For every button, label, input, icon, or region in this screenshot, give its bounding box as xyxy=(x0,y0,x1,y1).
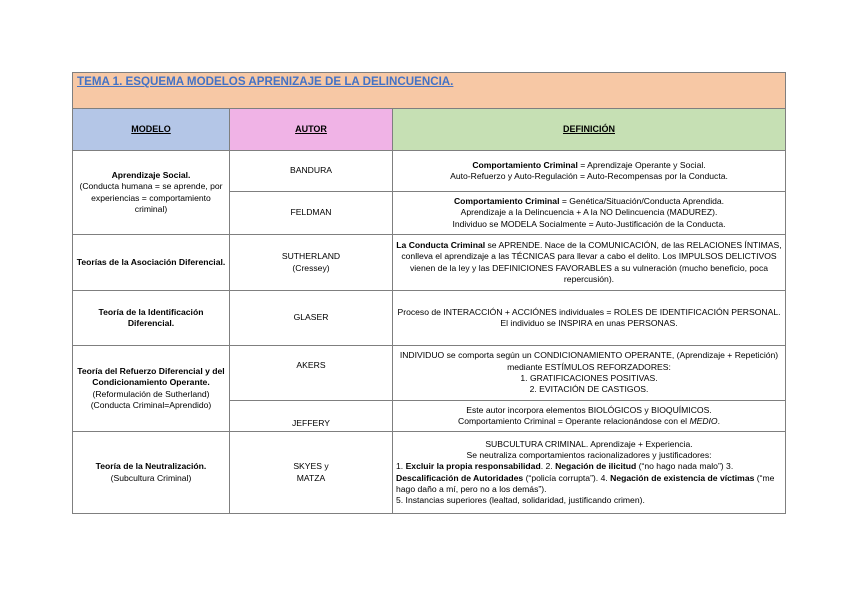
table-row xyxy=(73,346,786,401)
def-text: = Aprendizaje Operante y Social. xyxy=(577,159,706,170)
modelo-cell-identificacion xyxy=(73,291,230,346)
modelo-name: Teoría del Refuerzo Diferencial y del Condicionamiento Operante. xyxy=(77,365,225,388)
autor-name: MATZA xyxy=(296,472,326,483)
table-row xyxy=(73,151,786,192)
autor-name: SKYES y xyxy=(293,461,329,472)
title-cell xyxy=(73,73,786,109)
def-text: . 2. xyxy=(540,461,556,472)
definicion-cell xyxy=(393,291,786,346)
def-bold: Comportamiento Criminal xyxy=(472,159,578,170)
title-row xyxy=(73,73,786,109)
def-bold: Descalificación de Autoridades xyxy=(396,472,524,483)
modelo-name: Aprendizaje Social. xyxy=(111,169,191,180)
def-text: SUBCULTURA CRIMINAL. Aprendizaje + Experiencia. xyxy=(485,438,693,449)
definicion-cell xyxy=(393,346,786,401)
def-text: Este autor incorpora elementos BIOLÓGICOS y BIOQUÍMICOS. xyxy=(466,404,712,415)
def-text: INDIVIDUO se comporta según un CONDICIONAMIENTO OPERANTE, (Aprendizaje + Repetición) mediante ESTÍMULOS REFORZADORES: xyxy=(399,350,779,372)
modelo-cell-refuerzo xyxy=(73,346,230,432)
def-text: (“policía corrupta”). 4. xyxy=(523,472,611,483)
autor-cell xyxy=(230,346,393,401)
autor-name: FELDMAN xyxy=(290,207,332,218)
autor-cell xyxy=(230,401,393,432)
autor-name: JEFFERY xyxy=(291,417,331,428)
def-bold: Comportamiento Criminal xyxy=(453,196,560,207)
autor-name: AKERS xyxy=(296,360,326,370)
def-bold: Negación de existencia de víctimas xyxy=(610,472,755,483)
definicion-cell xyxy=(393,401,786,432)
modelo-desc: (Reformulación de Sutherland) xyxy=(92,388,210,399)
definicion-cell xyxy=(393,235,786,291)
definicion-cell xyxy=(393,151,786,192)
modelo-name: Teoría de la Neutralización. xyxy=(95,461,207,472)
def-italic: MEDIO xyxy=(689,416,718,426)
header-row xyxy=(73,109,786,151)
def-text: se APRENDE. Nace de la COMUNICACIÓN, de las RELACIONES ÍNTIMAS, conlleva el aprendizaje a las TÉCNICAS para llevar a cabo el delito. Los IMPULSOS DELICTIVOS vienen de la ley y las DEFINICIONES FAVORABLES a su vulneración (mucho beneficio, poca repercusión). xyxy=(401,239,782,284)
def-text: (“no hago nada malo”) 3. xyxy=(636,461,734,472)
def-bold: Negación de ilicitud xyxy=(555,461,637,472)
modelo-name: Teorías de la Asociación Diferencial. xyxy=(76,256,226,267)
autor-name: SUTHERLAND xyxy=(281,251,341,262)
definicion-cell xyxy=(393,192,786,235)
autor-secondary: (Cressey) xyxy=(292,262,330,273)
modelo-name: Teoría de la Identificación Diferencial. xyxy=(98,306,204,328)
table-row xyxy=(73,235,786,291)
list-item: 2. EVITACIÓN DE CASTIGOS. xyxy=(529,384,649,395)
autor-name: BANDURA xyxy=(289,165,333,176)
def-text: . xyxy=(717,416,720,426)
modelo-desc: (Conducta Criminal=Aprendido) xyxy=(90,399,212,410)
def-text: Individuo se MODELA Socialmente = Auto-Justificación de la Conducta. xyxy=(452,218,726,229)
def-text: Proceso de INTERACCIÓN + ACCIÓNES individuales = ROLES DE IDENTIFICACIÓN PERSONAL. El individuo se INSPIRA en unas PERSONAS. xyxy=(397,306,781,328)
learning-models-table xyxy=(72,72,786,514)
def-text: Auto-Refuerzo y Auto-Regulación = Auto-Recompensas por la Conducta. xyxy=(450,171,728,181)
autor-cell xyxy=(230,151,393,192)
def-text: Aprendizaje a la Delincuencia + A la NO Delincuencia (MADUREZ). xyxy=(460,207,718,218)
def-text: = Genética/Situación/Conducta Aprendida. xyxy=(559,196,725,207)
def-text: 1. xyxy=(396,461,406,472)
autor-cell xyxy=(230,235,393,291)
def-text: Comportamiento Criminal = Operante relacionándose con el xyxy=(458,416,690,426)
modelo-desc: (Conducta humana = se aprende, por experiencias = comportamiento criminal) xyxy=(79,181,223,214)
autor-cell xyxy=(230,291,393,346)
modelo-cell-asociacion xyxy=(73,235,230,291)
autor-name: GLASER xyxy=(293,312,329,323)
def-text: Se neutraliza comportamientos racionalizadores y justificadores: xyxy=(466,449,712,460)
def-text: (“me hago daño a mí, pero no a los demás”). xyxy=(396,472,775,494)
autor-cell xyxy=(230,192,393,235)
header-autor: AUTOR xyxy=(230,109,393,151)
page-title: TEMA 1. ESQUEMA MODELOS APRENIZAJE DE LA DELINCUENCIA. xyxy=(77,75,454,88)
header-modelo: MODELO xyxy=(73,109,230,151)
modelo-desc: (Subcultura Criminal) xyxy=(110,472,192,483)
def-text: 5. Instancias superiores (lealtad, solidaridad, justificando crimen). xyxy=(396,495,645,506)
def-bold: La Conducta Criminal xyxy=(396,239,486,250)
autor-cell xyxy=(230,432,393,514)
list-item: 1. GRATIFICACIONES POSITIVAS. xyxy=(520,373,658,383)
definicion-cell xyxy=(393,432,786,514)
table-row xyxy=(73,291,786,346)
header-definicion: DEFINICIÓN xyxy=(393,109,786,151)
modelo-cell-neutralizacion xyxy=(73,432,230,514)
modelo-cell-social xyxy=(73,151,230,235)
def-bold: Excluir la propia responsabilidad xyxy=(405,461,541,472)
table-row xyxy=(73,432,786,514)
